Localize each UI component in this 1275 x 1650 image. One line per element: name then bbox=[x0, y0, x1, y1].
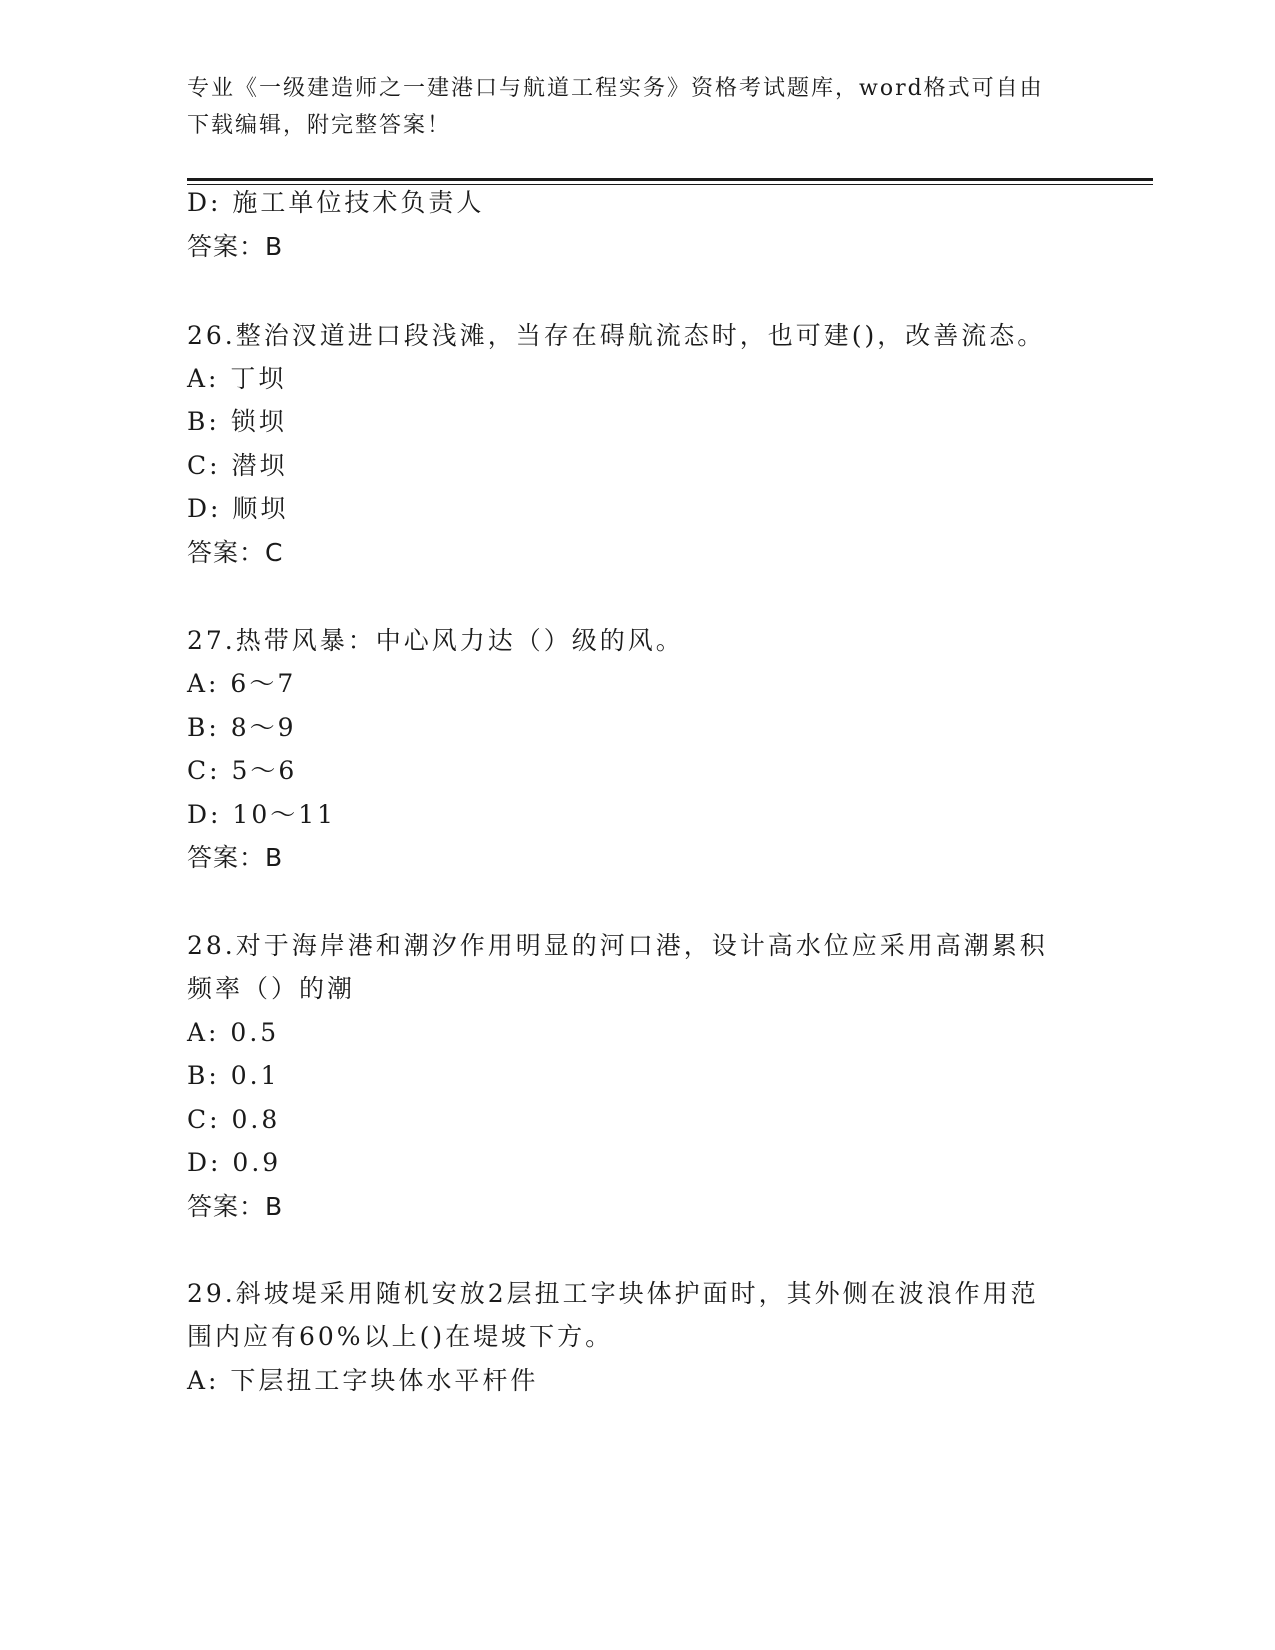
q28-stem-line-1: 28.对于海岸港和潮汐作用明显的河口港，设计高水位应采用高潮累积 bbox=[187, 931, 1048, 960]
q27-option-a: A: 6～7 bbox=[187, 669, 297, 698]
document-header bbox=[187, 70, 1087, 144]
q26-option-b: B: 锁坝 bbox=[187, 407, 287, 436]
q26-option-c: C: 潜坝 bbox=[187, 451, 288, 480]
q26-answer: 答案：C bbox=[187, 538, 284, 567]
q28-option-d: D: 0.9 bbox=[187, 1148, 282, 1177]
header-divider-thin bbox=[187, 184, 1153, 185]
q27-option-b: B: 8～9 bbox=[187, 713, 297, 742]
q29-stem-line-2: 围内应有60%以上()在堤坡下方。 bbox=[187, 1322, 614, 1351]
q26-option-d: D: 顺坝 bbox=[187, 494, 289, 523]
q28-stem-line-2: 频率（）的潮 bbox=[187, 974, 356, 1003]
prev-answer: 答案：B bbox=[187, 232, 284, 261]
q28-answer: 答案：B bbox=[187, 1192, 284, 1221]
q29-stem-line-1: 29.斜坡堤采用随机安放2层扭工字块体护面时，其外侧在波浪作用范 bbox=[187, 1279, 1039, 1308]
q27-option-c: C: 5～6 bbox=[187, 756, 298, 785]
q27-stem: 27.热带风暴：中心风力达（）级的风。 bbox=[187, 626, 684, 655]
q28-option-c: C: 0.8 bbox=[187, 1105, 281, 1134]
q27-answer: 答案：B bbox=[187, 843, 284, 872]
header-line-2: 下载编辑，附完整答案！ bbox=[187, 113, 452, 138]
q28-option-a: A: 0.5 bbox=[187, 1018, 280, 1047]
header-line-1: 专业《一级建造师之一建港口与航道工程实务》资格考试题库，word格式可自由 bbox=[187, 76, 1044, 101]
prev-option-d: D: 施工单位技术负责人 bbox=[187, 188, 485, 217]
q27-option-d: D: 10～11 bbox=[187, 800, 337, 829]
q29-option-a: A: 下层扭工字块体水平杆件 bbox=[187, 1366, 539, 1395]
q26-stem: 26.整治汊道进口段浅滩，当存在碍航流态时，也可建()，改善流态。 bbox=[187, 321, 1046, 350]
header-divider-thick bbox=[187, 178, 1153, 181]
q28-option-b: B: 0.1 bbox=[187, 1061, 280, 1090]
q26-option-a: A: 丁坝 bbox=[187, 364, 287, 393]
